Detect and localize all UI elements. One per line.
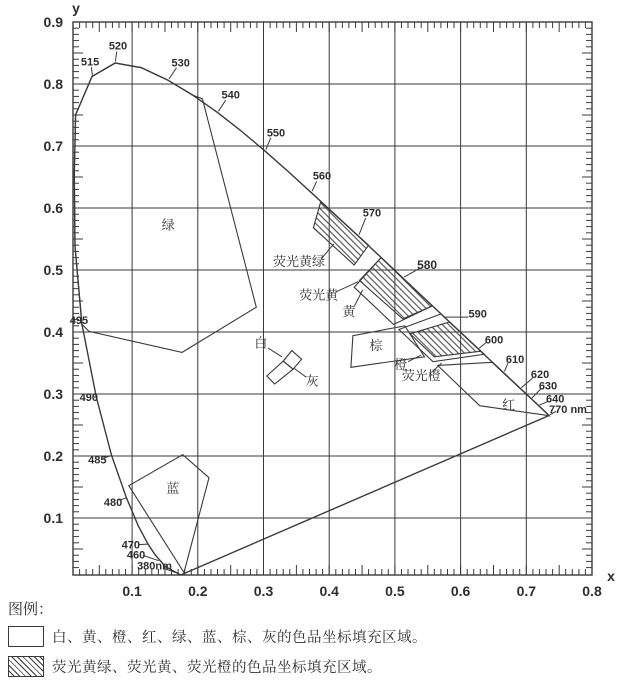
- region-label-orange: 橙: [394, 356, 408, 372]
- region-label-leader: [408, 355, 421, 362]
- y-tick-label: 0.6: [43, 200, 63, 216]
- region-label-leader: [268, 348, 282, 357]
- region-label-blue: 蓝: [166, 480, 180, 496]
- wavelength-label-590: 590: [468, 308, 487, 321]
- wavelength-label-485: 485: [88, 454, 107, 467]
- wavelength-label-470: 470: [121, 539, 140, 552]
- wavelength-label-540: 540: [221, 89, 240, 102]
- x-tick-label: 0.7: [516, 583, 537, 599]
- wavelength-leader: [115, 51, 116, 61]
- wavelength-label-580: 580: [417, 258, 438, 272]
- x-axis-letter: x: [607, 568, 615, 584]
- region-label-gray: 灰: [305, 373, 319, 389]
- wavelength-label-570: 570: [362, 207, 382, 220]
- y-tick-label: 0.1: [43, 510, 63, 526]
- axis-numbers-layer: [44, 14, 602, 599]
- x-tick-label: 0.5: [385, 583, 405, 599]
- y-tick-label: 0.9: [43, 14, 63, 30]
- wavelength-label-515: 515: [80, 56, 100, 69]
- legend-title: 图例：: [8, 601, 54, 618]
- legend-row-solid: [8, 626, 628, 647]
- wavelength-label-630: 630: [538, 380, 558, 393]
- wavelength-label-460: 460: [126, 549, 146, 562]
- wavelength-label-550: 550: [266, 127, 286, 140]
- legend: [8, 598, 628, 681]
- region-label-fluorescent-orange: 荧光橙: [401, 368, 441, 383]
- y-tick-label: 0.3: [43, 386, 63, 402]
- wavelength-label-530: 530: [171, 57, 190, 70]
- x-tick-label: 0.3: [253, 583, 274, 599]
- wavelength-leader: [219, 100, 226, 111]
- region-label-fluorescent-yellow-green: 荧光黄绿: [272, 253, 326, 269]
- legend-swatch-hatched: [8, 656, 44, 677]
- legend-swatch-plain: [8, 626, 44, 647]
- wavelength-label-520: 520: [108, 40, 128, 53]
- wavelength-label-770 nm: 770 nm: [549, 403, 587, 416]
- region-label-yellow: 黄: [342, 304, 356, 320]
- wavelength-label-610: 610: [505, 354, 525, 367]
- region-label-leader: [294, 369, 306, 378]
- y-tick-label: 0.5: [43, 262, 63, 278]
- region-label-red: 红: [502, 397, 516, 413]
- region-label-green: 绿: [161, 217, 175, 233]
- wavelength-label-640: 640: [546, 393, 565, 406]
- x-tick-label: 0.2: [188, 583, 208, 599]
- region-white: [283, 351, 301, 370]
- region-label-white: 白: [254, 335, 268, 351]
- legend-text-solid: 白、黄、橙、红、绿、蓝、棕、灰的色品坐标填充区域。: [52, 630, 427, 646]
- x-tick-label: 0.8: [582, 583, 602, 599]
- wavelength-label-600: 600: [484, 334, 504, 347]
- purple-boundary-line: [181, 416, 549, 576]
- wavelength-leader: [359, 218, 366, 235]
- region-label-brown: 棕: [369, 338, 383, 354]
- region-label-fluorescent-yellow: 荧光黄: [299, 287, 339, 303]
- wavelength-leader: [312, 181, 317, 191]
- wavelength-label-495: 495: [69, 315, 89, 328]
- x-tick-label: 0.4: [319, 583, 339, 599]
- legend-row-hatched: [8, 656, 628, 677]
- y-tick-label: 0.2: [43, 448, 63, 464]
- labels-layer: [70, 41, 587, 574]
- x-tick-label: 0.6: [450, 583, 471, 599]
- x-tick-label: 0.1: [122, 583, 142, 599]
- wavelength-leader: [266, 138, 271, 150]
- region-gray: [267, 361, 293, 384]
- y-tick-label: 0.8: [43, 76, 63, 92]
- region-label-leader: [354, 290, 363, 307]
- wavelength-label-490: 490: [79, 392, 98, 405]
- wavelength-label-560: 560: [312, 170, 332, 183]
- wavelength-label-480: 480: [103, 496, 123, 509]
- legend-text-hatched: 荧光黄绿、荧光黄、荧光橙的色品坐标填充区域。: [52, 660, 382, 676]
- y-axis-letter: y: [72, 0, 80, 16]
- wavelength-leader: [169, 68, 177, 79]
- y-tick-label: 0.4: [43, 324, 63, 340]
- y-tick-label: 0.7: [43, 138, 63, 154]
- wavelength-label-620: 620: [530, 369, 550, 382]
- wavelength-label-380nm: 380nm: [137, 560, 172, 573]
